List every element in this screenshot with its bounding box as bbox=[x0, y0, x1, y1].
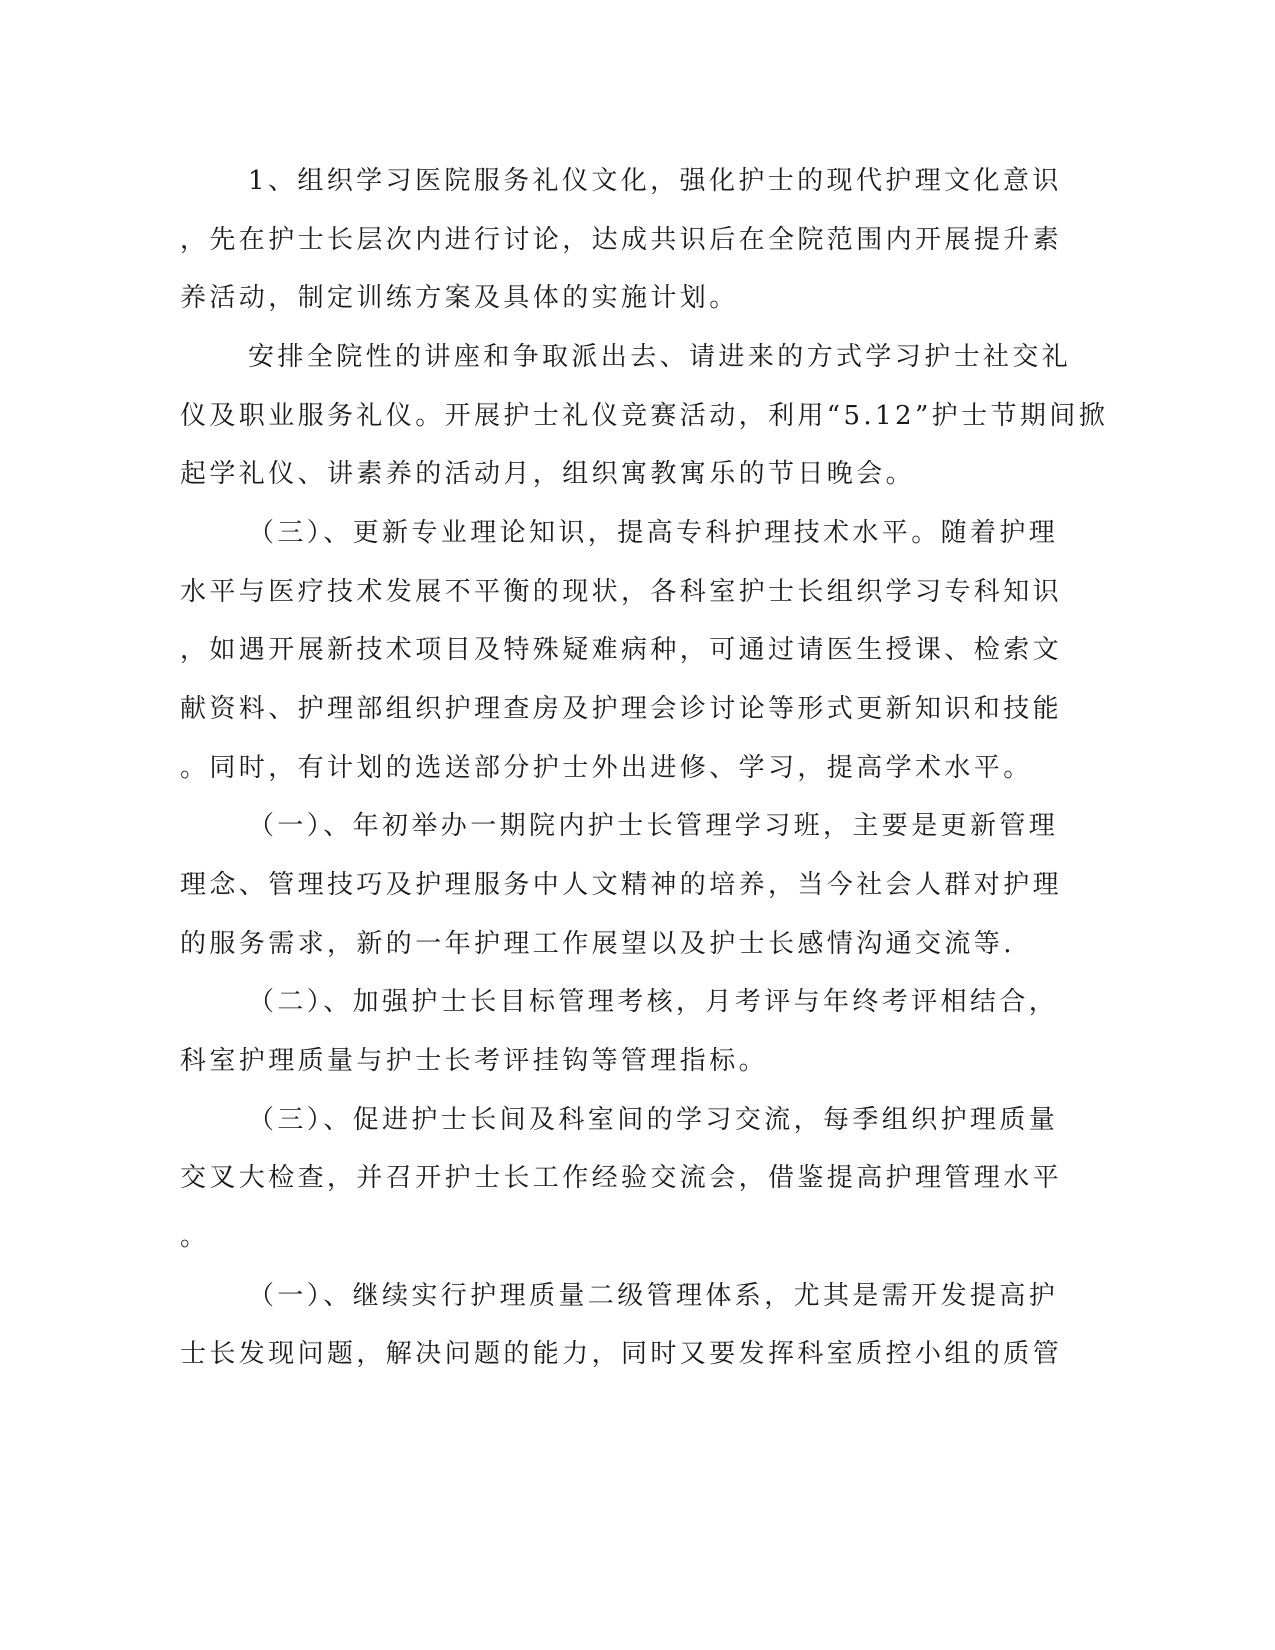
text-line: 仪及职业服务礼仪。开展护士礼仪竞赛活动，利用“5.12”护士节期间掀 bbox=[180, 401, 1109, 431]
text-line: 水平与医疗技术发展不平衡的现状，各科室护士长组织学习专科知识 bbox=[180, 577, 1063, 607]
text-line: （一）、年初举办一期院内护士长管理学习班，主要是更新管理 bbox=[248, 811, 1059, 841]
text-line: （一）、继续实行护理质量二级管理体系，尤其是需开发提高护 bbox=[248, 1281, 1059, 1311]
text-line: 献资料、护理部组织护理查房及护理会诊讨论等形式更新知识和技能 bbox=[180, 694, 1063, 724]
text-line: （三）、促进护士长间及科室间的学习交流，每季组织护理质量 bbox=[248, 1105, 1059, 1135]
text-line: 。 bbox=[180, 1222, 210, 1252]
text-line: ，如遇开展新技术项目及特殊疑难病种，可通过请医生授课、检索文 bbox=[180, 635, 1063, 665]
text-line: 交叉大检查，并召开护士长工作经验交流会，借鉴提高护理管理水平 bbox=[180, 1163, 1063, 1193]
text-line: 1、组织学习医院服务礼仪文化，强化护士的现代护理文化意识 bbox=[248, 166, 1062, 196]
text-line: 起学礼仪、讲素养的活动月，组织寓教寓乐的节日晚会。 bbox=[180, 459, 916, 489]
text-line: （二）、加强护士长目标管理考核，月考评与年终考评相结合， bbox=[248, 987, 1059, 1017]
text-line: 士长发现问题，解决问题的能力，同时又要发挥科室质控小组的质管 bbox=[180, 1339, 1063, 1369]
text-line: 理念、管理技巧及护理服务中人文精神的培养，当今社会人群对护理 bbox=[180, 870, 1063, 900]
text-line: 安排全院性的讲座和争取派出去、请进来的方式学习护士社交礼 bbox=[248, 342, 1072, 372]
text-line: ，先在护士长层次内进行讨论，达成共识后在全院范围内开展提升素 bbox=[180, 225, 1063, 255]
text-line: 科室护理质量与护士长考评挂钩等管理指标。 bbox=[180, 1046, 769, 1076]
text-line: 的服务需求，新的一年护理工作展望以及护士长感情沟通交流等. bbox=[180, 929, 1015, 959]
text-line: （三）、更新专业理论知识，提高专科护理技术水平。随着护理 bbox=[248, 518, 1059, 548]
text-line: 养活动，制定训练方案及具体的实施计划。 bbox=[180, 283, 739, 313]
text-line: 。同时，有计划的选送部分护士外出进修、学习，提高学术水平。 bbox=[180, 753, 1033, 783]
